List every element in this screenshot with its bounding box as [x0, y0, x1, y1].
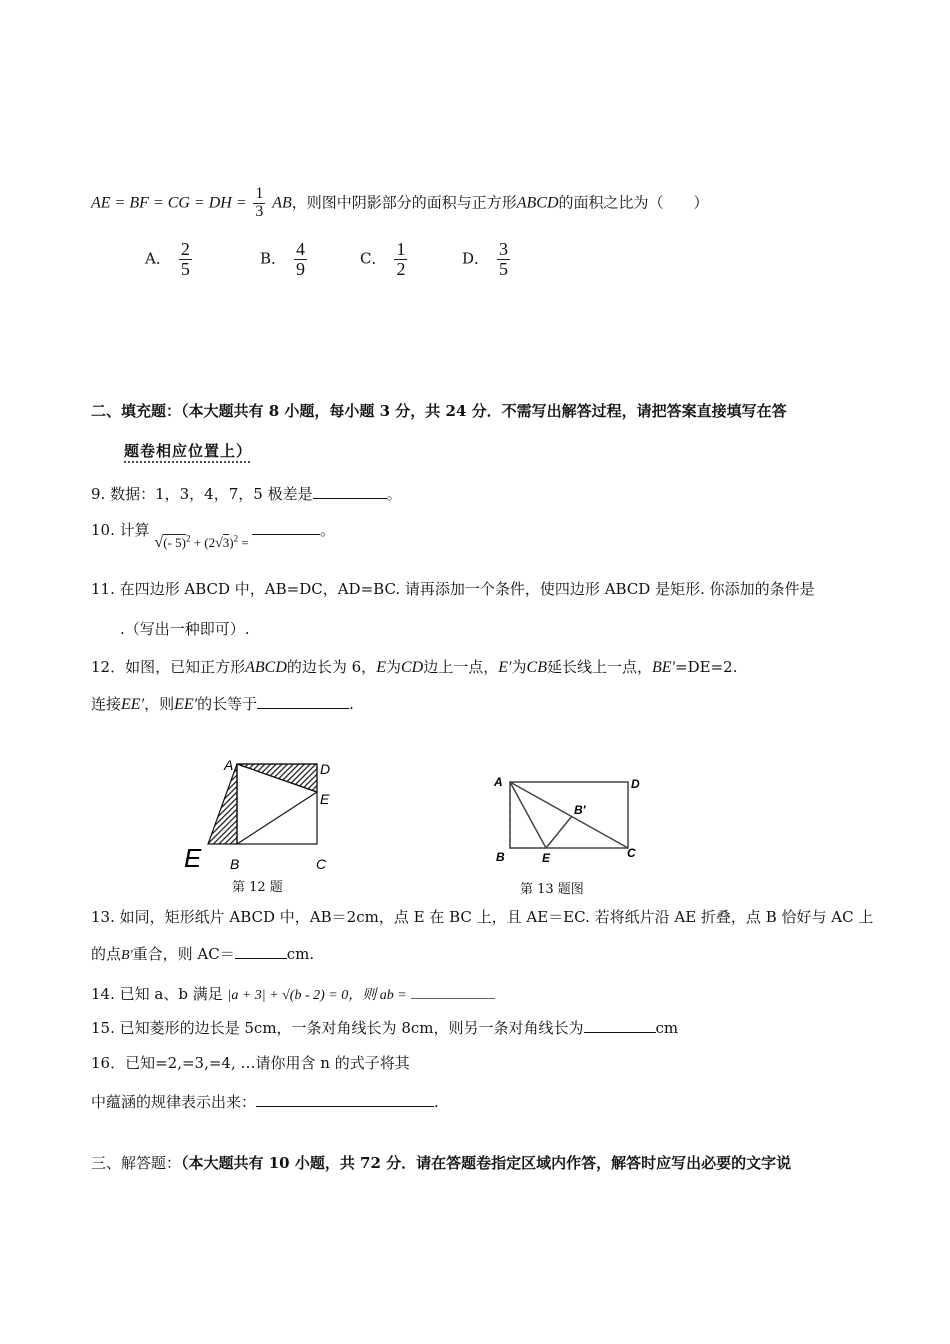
q8-option-c: C． $\frac{1}{2}$: [360, 239, 406, 279]
q12-answer-blank: [257, 694, 349, 709]
section3-title: 三、解答题：: [91, 1154, 182, 1172]
q10: 10. 计算 √(- $5)^2 + (2√3)^2$ = 。: [91, 521, 335, 551]
section2-header: [91, 402, 787, 420]
q10-answer-blank: [252, 520, 320, 535]
q8-fraction: $\frac{1}{3}$: [255, 185, 264, 220]
fig12-label-b: B: [230, 856, 240, 872]
fig13-label-d: D: [631, 777, 640, 791]
q12-line2: 连接EE′，则EE′的长等于 .: [91, 695, 354, 713]
q8-option-a: A． $\frac{2}{5}$: [145, 239, 190, 279]
q9: 9. 数据：1，3，4，7，5 极差是 。: [91, 485, 402, 503]
q11-line2: .（写出一种即可）.: [120, 620, 250, 638]
fig12-segment-be: [237, 792, 317, 844]
fig13-segment-eb-prime: [546, 816, 572, 848]
section2-header-cont: [124, 442, 252, 460]
section2-title: 二、填充题：: [91, 402, 182, 420]
q16-line1: 16．已知=2,=3,=4, …请你用含 n 的式子将其: [91, 1054, 410, 1072]
q9-answer-blank: [313, 484, 387, 499]
q16-answer-blank: [256, 1092, 434, 1107]
fig12-label-eprime: E: [184, 843, 202, 873]
q12-line1: 12．如图，已知正方形ABCD的边长为 6，E为CD边上一点，E′为CB延长线上一点，BE′=DE=2.: [91, 658, 738, 676]
q14-answer-blank: [411, 984, 495, 999]
q10-expression: √(- $5)^2 + (2√3)^2$ =: [154, 533, 249, 551]
fig13-label-e: E: [542, 851, 551, 865]
q16-line2: 中蕴涵的规律表示出来： .: [91, 1093, 439, 1111]
fig13-label-a: A: [494, 775, 503, 789]
q8-equation: AE = BF = CG = DH =: [91, 194, 247, 212]
fig12-caption: 第 12 题: [232, 880, 283, 895]
section3-desc: （本大题共有 10 小题，共 72 分．请在答题卷指定区域内作答，解答时应写出必要的文字说: [181, 1154, 792, 1172]
q15-answer-blank: [584, 1018, 656, 1033]
fig13-label-bprime: B′: [574, 803, 586, 817]
q13-line2: 的点B′重合，则 AC＝ cm.: [91, 945, 315, 963]
q8-option-b: B． $\frac{4}{9}$: [260, 239, 306, 279]
q8-option-d: D． $\frac{3}{5}$: [462, 239, 509, 279]
q14-expression: |a + 3| + √(b - 2) = 0，则 ab =: [227, 988, 407, 1003]
q14: 14. 已知 a、b 满足 |a + 3| + √(b - 2) = 0，则 ab =: [91, 984, 495, 1005]
section2-desc-cont: 题卷相应位置上）: [124, 442, 253, 460]
q13-answer-blank: [235, 944, 287, 959]
fig12-shaded-triangle-left: [208, 764, 237, 844]
section3-header: [91, 1154, 791, 1172]
fig12-label-d: D: [320, 761, 331, 777]
fig12-label-e: E: [320, 791, 330, 807]
fig13-caption: 第 13 题图: [520, 882, 584, 897]
q13-line1: 13. 如同，矩形纸片 ABCD 中，AB＝2cm，点 E 在 BC 上，且 AE＝EC. 若将纸片沿 AE 折叠，点 B 恰好与 AC 上: [91, 908, 874, 926]
q11-line1: 11. 在四边形 ABCD 中，AB=DC，AD=BC. 请再添加一个条件，使四边形 ABCD 是矩形. 你添加的条件是: [91, 580, 815, 598]
fig12-label-a: A: [224, 757, 234, 773]
figure-12: [180, 752, 350, 882]
figure-13: [488, 770, 648, 870]
fig13-label-c: C: [627, 846, 636, 860]
fig12-label-c: C: [316, 856, 327, 872]
q15: 15. 已知菱形的边长是 5cm，一条对角线长为 8cm，则另一条对角线长为 cm: [91, 1019, 679, 1037]
fig13-label-b: B: [496, 850, 505, 864]
section2-desc: （本大题共有 8 小题，每小题 3 分，共 24 分．不需写出解答过程，请把答案直接填写在答: [181, 402, 787, 420]
q8-line: AE = BF = CG = DH = $\frac{1}{3}$ AB，则图中阴影部分的面积与正方形ABCD的面积之比为（ ）: [91, 185, 709, 220]
